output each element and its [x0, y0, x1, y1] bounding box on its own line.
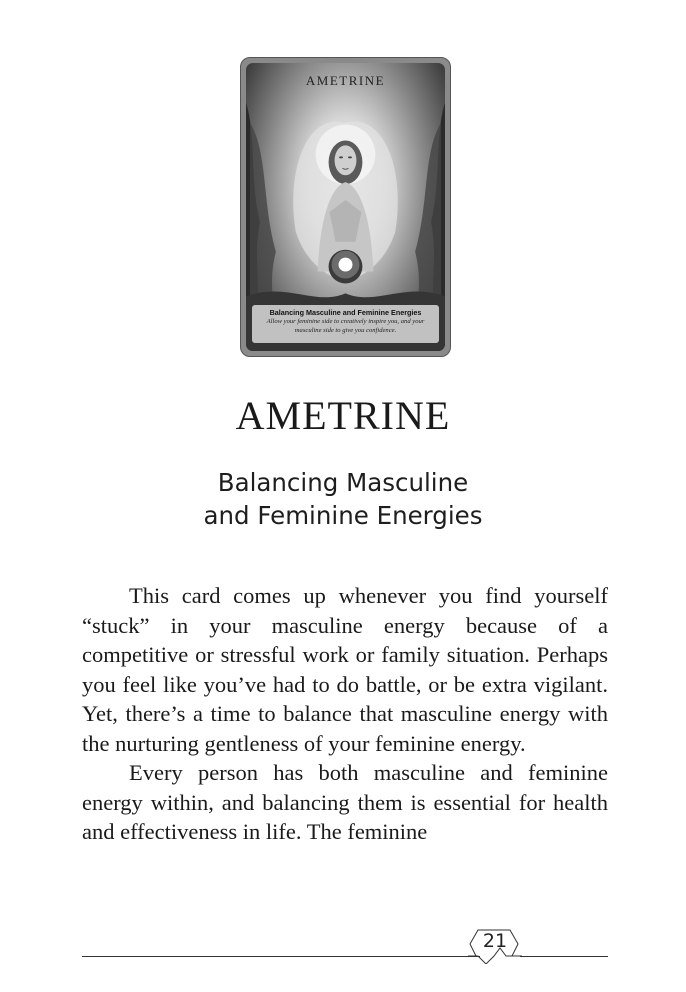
footer-rule-left — [82, 956, 480, 957]
paragraph: Every person has both masculine and feminine energy within, and balancing them is essential for health and effectiveness in life. The feminine — [82, 760, 608, 844]
oracle-card — [240, 57, 451, 357]
card-caption-text: Allow your feminine side to creatively inspire you, and your masculine side to give you confidence. — [266, 318, 425, 334]
subtitle-line-2: and Feminine Energies — [203, 501, 483, 530]
card-caption-title: Balancing Masculine and Feminine Energies — [269, 308, 422, 317]
paragraph: This card comes up whenever you find yourself “stuck” in your masculine energy because of a competitive or stressful work or family situation. Perhaps you feel like you’ve had to do battle, or be extra vigilant. Yet, there’s a time to balance that masculine energy with the nurturing gentleness of your feminine energy. — [82, 583, 608, 756]
page-title: AMETRINE — [235, 393, 451, 438]
subtitle-line-1: Balancing Masculine — [217, 468, 469, 497]
card-face — [246, 63, 445, 351]
page-number: 21 — [482, 930, 508, 952]
page-footer — [82, 924, 608, 964]
body-text — [82, 581, 608, 847]
card-title: AMETRINE — [305, 73, 386, 88]
footer-rule-right — [520, 956, 608, 957]
card-caption — [252, 305, 439, 343]
page-subtitle — [160, 466, 526, 532]
